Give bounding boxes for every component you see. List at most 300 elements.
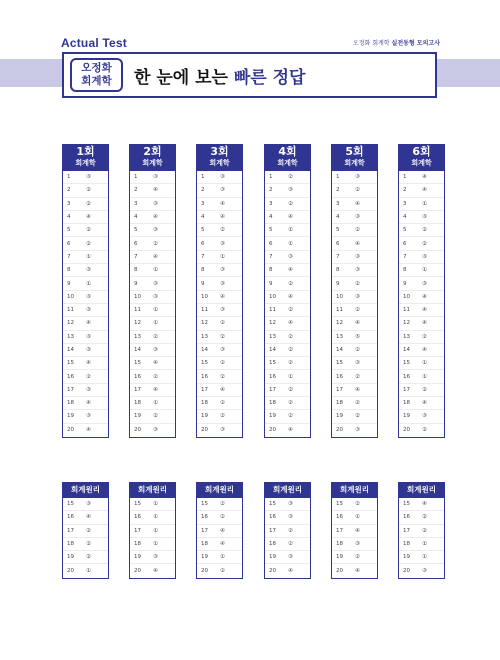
question-number: 4 — [134, 214, 138, 221]
question-number: 15 — [201, 501, 208, 508]
answer-row — [197, 538, 242, 551]
answer-mark: ③ — [153, 554, 158, 561]
question-number: 15 — [67, 501, 74, 508]
question-number: 8 — [134, 267, 138, 274]
answer-row — [265, 291, 310, 304]
answer-row — [197, 277, 242, 290]
answer-row — [130, 291, 175, 304]
column-header — [398, 144, 445, 171]
answer-row — [399, 171, 444, 184]
question-number: 1 — [134, 174, 138, 181]
answer-mark: ① — [86, 253, 91, 260]
answer-mark: ④ — [355, 386, 360, 393]
question-number: 10 — [201, 293, 208, 300]
question-number: 2 — [269, 187, 273, 194]
answer-row — [130, 551, 175, 564]
round-label: 1회 — [76, 145, 95, 158]
answer-row — [399, 424, 444, 437]
question-number: 7 — [269, 253, 273, 260]
question-number: 16 — [201, 514, 208, 521]
answer-row — [265, 264, 310, 277]
question-number: 18 — [134, 541, 141, 548]
question-number: 15 — [67, 360, 74, 367]
question-number: 17 — [201, 527, 208, 534]
answer-mark: ③ — [220, 267, 225, 274]
answer-mark: ④ — [422, 187, 427, 194]
answer-mark: ② — [355, 400, 360, 407]
question-number: 8 — [403, 267, 407, 274]
answer-mark: ③ — [220, 187, 225, 194]
subject-label: 회계원리 — [138, 485, 167, 494]
answer-mark: ① — [220, 554, 225, 561]
answer-row — [197, 251, 242, 264]
question-number: 13 — [403, 333, 410, 340]
answer-mark: ③ — [86, 307, 91, 314]
answer-mark: ② — [288, 360, 293, 367]
question-number: 15 — [336, 501, 343, 508]
answer-row — [63, 344, 108, 357]
question-number: 2 — [336, 187, 340, 194]
question-number: 1 — [336, 174, 340, 181]
answer-mark: ① — [220, 253, 225, 260]
answer-row — [332, 551, 377, 564]
answer-mark: ③ — [153, 293, 158, 300]
answer-row — [265, 251, 310, 264]
answer-mark: ② — [86, 373, 91, 380]
question-number: 17 — [336, 386, 343, 393]
question-number: 5 — [134, 227, 138, 234]
answer-row — [332, 184, 377, 197]
question-number: 6 — [336, 240, 340, 247]
question-number: 12 — [201, 320, 208, 327]
answer-mark: ② — [355, 554, 360, 561]
answer-row — [130, 511, 175, 524]
question-number: 20 — [67, 427, 74, 434]
answer-sheet — [62, 171, 109, 438]
question-number: 3 — [201, 200, 205, 207]
question-number: 20 — [269, 427, 276, 434]
answer-mark: ② — [355, 501, 360, 508]
question-number: 19 — [201, 554, 208, 561]
question-number: 13 — [336, 333, 343, 340]
answer-mark: ③ — [86, 333, 91, 340]
answer-row — [197, 331, 242, 344]
answer-row — [399, 498, 444, 511]
answer-row — [265, 211, 310, 224]
question-number: 16 — [67, 514, 74, 521]
question-number: 1 — [201, 174, 205, 181]
answer-mark: ② — [220, 413, 225, 420]
question-number: 18 — [201, 400, 208, 407]
answer-mark: ① — [153, 267, 158, 274]
question-number: 8 — [336, 267, 340, 274]
answer-mark: ② — [288, 527, 293, 534]
principles-column-1 — [62, 482, 109, 579]
answer-row — [265, 525, 310, 538]
answer-row — [399, 317, 444, 330]
question-number: 6 — [67, 240, 71, 247]
answer-mark: ④ — [422, 320, 427, 327]
question-number: 19 — [201, 413, 208, 420]
question-number: 3 — [134, 200, 138, 207]
answer-row — [265, 498, 310, 511]
answer-mark: ② — [288, 400, 293, 407]
answer-mark: ② — [220, 514, 225, 521]
answer-column-round-1 — [62, 144, 109, 438]
answer-row — [265, 551, 310, 564]
answer-mark: ② — [422, 240, 427, 247]
answer-row — [265, 370, 310, 383]
answer-mark: ③ — [422, 413, 427, 420]
question-number: 3 — [336, 200, 340, 207]
answer-mark: ③ — [422, 568, 427, 575]
column-header — [62, 482, 109, 498]
answer-row — [265, 397, 310, 410]
answer-mark: ① — [153, 320, 158, 327]
answer-mark: ④ — [153, 253, 158, 260]
answer-mark: ④ — [422, 174, 427, 181]
answer-row — [265, 184, 310, 197]
answer-row — [63, 357, 108, 370]
answer-mark: ① — [153, 307, 158, 314]
answer-mark: ④ — [86, 400, 91, 407]
subject-label: 회계학 — [142, 159, 163, 167]
answer-row — [265, 224, 310, 237]
column-header — [196, 144, 243, 171]
question-number: 20 — [201, 568, 208, 575]
answer-sheet — [398, 498, 445, 579]
answer-mark: ③ — [220, 427, 225, 434]
subject-label: 회계원리 — [71, 485, 100, 494]
answer-row — [63, 304, 108, 317]
answer-row — [332, 564, 377, 577]
answer-mark: ③ — [422, 214, 427, 221]
answer-row — [197, 384, 242, 397]
answer-mark: ④ — [355, 320, 360, 327]
question-number: 5 — [403, 227, 407, 234]
answer-row — [399, 357, 444, 370]
answer-mark: ② — [288, 200, 293, 207]
round-label: 2회 — [143, 145, 162, 158]
question-number: 15 — [403, 360, 410, 367]
answer-mark: ② — [288, 386, 293, 393]
subject-label: 회계원리 — [407, 485, 436, 494]
answer-mark: ④ — [422, 293, 427, 300]
answer-mark: ① — [153, 400, 158, 407]
question-number: 19 — [403, 554, 410, 561]
answer-mark: ① — [288, 227, 293, 234]
answer-row — [332, 344, 377, 357]
answer-mark: ③ — [355, 427, 360, 434]
answer-mark: ④ — [288, 568, 293, 575]
answer-row — [197, 344, 242, 357]
question-number: 4 — [403, 214, 407, 221]
question-number: 16 — [269, 373, 276, 380]
round-label: 6회 — [412, 145, 431, 158]
question-number: 7 — [403, 253, 407, 260]
answer-mark: ③ — [288, 501, 293, 508]
question-number: 20 — [134, 568, 141, 575]
answer-row — [332, 525, 377, 538]
answer-mark: ③ — [355, 253, 360, 260]
answer-mark: ② — [288, 174, 293, 181]
question-number: 10 — [269, 293, 276, 300]
answer-mark: ② — [153, 240, 158, 247]
question-number: 19 — [134, 554, 141, 561]
answer-mark: ④ — [86, 514, 91, 521]
question-number: 17 — [134, 527, 141, 534]
answer-row — [197, 171, 242, 184]
answer-mark: ③ — [153, 227, 158, 234]
question-number: 6 — [403, 240, 407, 247]
question-number: 18 — [403, 400, 410, 407]
book-title-prefix: 오정화 회계학 — [352, 40, 390, 47]
answer-row — [130, 171, 175, 184]
question-number: 18 — [336, 541, 343, 548]
answer-mark: ③ — [355, 360, 360, 367]
answer-mark: ① — [422, 541, 427, 548]
answer-mark: ② — [355, 347, 360, 353]
question-number: 19 — [336, 554, 343, 561]
answer-mark: ① — [422, 360, 427, 367]
question-number: 15 — [269, 501, 276, 508]
answer-row — [130, 251, 175, 264]
question-number: 4 — [67, 214, 71, 221]
answer-row — [197, 511, 242, 524]
answer-row — [197, 357, 242, 370]
question-number: 6 — [201, 240, 205, 247]
question-number: 8 — [201, 267, 205, 274]
answer-row — [63, 424, 108, 437]
section-label: Actual Test — [61, 36, 127, 50]
answer-mark: ③ — [153, 280, 158, 287]
question-number: 17 — [201, 386, 208, 393]
answer-mark: ① — [422, 373, 427, 380]
answer-row — [399, 397, 444, 410]
answer-row — [332, 331, 377, 344]
column-header — [264, 144, 311, 171]
question-number: 10 — [67, 293, 74, 300]
question-number: 6 — [134, 240, 138, 247]
answer-mark: ④ — [288, 293, 293, 300]
question-number: 16 — [134, 373, 141, 380]
question-number: 18 — [134, 400, 141, 407]
answer-mark: ② — [422, 227, 427, 234]
question-number: 20 — [403, 568, 410, 575]
answer-row — [197, 397, 242, 410]
answer-mark: ③ — [153, 347, 158, 353]
badge-line-1: 오정화 — [81, 62, 112, 74]
answer-mark: ⑤ — [355, 333, 360, 340]
answer-mark: ③ — [86, 174, 91, 181]
answer-mark: ③ — [355, 267, 360, 274]
answer-row — [63, 551, 108, 564]
answer-row — [63, 251, 108, 264]
principles-column-4 — [264, 482, 311, 579]
answer-mark: ④ — [220, 386, 225, 393]
answer-mark: ④ — [288, 214, 293, 221]
answer-mark: ③ — [355, 541, 360, 548]
answer-row — [197, 237, 242, 250]
answer-row — [130, 237, 175, 250]
question-number: 16 — [403, 373, 410, 380]
question-number: 1 — [269, 174, 273, 181]
question-number: 5 — [269, 227, 273, 234]
answer-row — [265, 317, 310, 330]
answer-row — [332, 370, 377, 383]
answer-mark: ① — [288, 373, 293, 380]
answer-mark: ② — [153, 413, 158, 420]
answer-mark: ③ — [220, 347, 225, 353]
question-number: 7 — [201, 253, 205, 260]
answer-mark: ③ — [86, 347, 91, 353]
answer-row — [197, 198, 242, 211]
question-number: 16 — [67, 373, 74, 380]
answer-row — [130, 498, 175, 511]
answer-row — [399, 410, 444, 423]
question-number: 11 — [67, 307, 74, 314]
answer-row — [332, 277, 377, 290]
answer-row — [130, 317, 175, 330]
answer-sheet — [331, 498, 378, 579]
question-number: 13 — [134, 333, 141, 340]
answer-row — [63, 331, 108, 344]
answer-mark: ④ — [220, 527, 225, 534]
answer-mark: ③ — [288, 253, 293, 260]
question-number: 12 — [403, 320, 410, 327]
answer-mark: ② — [288, 280, 293, 287]
answer-row — [197, 184, 242, 197]
answer-mark: ④ — [220, 200, 225, 207]
question-number: 12 — [269, 320, 276, 327]
column-header — [331, 144, 378, 171]
answer-row — [130, 564, 175, 577]
question-number: 9 — [403, 280, 407, 287]
answer-row — [63, 317, 108, 330]
answer-mark: ① — [355, 514, 360, 521]
answer-mark: ② — [288, 413, 293, 420]
answer-row — [399, 277, 444, 290]
answer-mark: ③ — [86, 267, 91, 274]
subject-label: 회계학 — [411, 159, 432, 167]
answer-mark: ④ — [422, 501, 427, 508]
question-number: 14 — [134, 347, 141, 353]
answer-row — [63, 184, 108, 197]
answer-row — [265, 277, 310, 290]
answer-mark: ④ — [153, 568, 158, 575]
answer-mark: ② — [288, 541, 293, 548]
answer-mark: ② — [220, 400, 225, 407]
answer-column-round-4 — [264, 144, 311, 438]
question-number: 5 — [336, 227, 340, 234]
question-number: 16 — [134, 514, 141, 521]
question-number: 2 — [134, 187, 138, 194]
answer-mark: ④ — [220, 214, 225, 221]
answer-mark: ② — [220, 568, 225, 575]
question-number: 15 — [134, 501, 141, 508]
answer-mark: ④ — [355, 568, 360, 575]
question-number: 11 — [269, 307, 276, 314]
question-number: 16 — [336, 514, 343, 521]
question-number: 13 — [269, 333, 276, 340]
question-number: 11 — [403, 307, 410, 314]
answer-sheet — [331, 171, 378, 438]
book-title-strong: 실전동형 모의고사 — [391, 40, 440, 47]
answer-row — [130, 538, 175, 551]
column-header — [62, 144, 109, 171]
column-header — [264, 482, 311, 498]
question-number: 14 — [67, 347, 74, 353]
answer-row — [265, 564, 310, 577]
answer-row — [265, 410, 310, 423]
question-number: 11 — [134, 307, 141, 314]
question-number: 15 — [269, 360, 276, 367]
answer-mark: ① — [153, 501, 158, 508]
answer-row — [265, 357, 310, 370]
answer-mark: ② — [288, 333, 293, 340]
question-number: 10 — [336, 293, 343, 300]
principles-column-2 — [129, 482, 176, 579]
answer-row — [332, 291, 377, 304]
answer-mark: ② — [86, 187, 91, 194]
question-number: 18 — [269, 541, 276, 548]
answer-row — [332, 538, 377, 551]
question-number: 16 — [336, 373, 343, 380]
answer-mark: ③ — [86, 413, 91, 420]
question-number: 12 — [134, 320, 141, 327]
question-number: 7 — [67, 253, 71, 260]
question-number: 6 — [269, 240, 273, 247]
answer-row — [130, 211, 175, 224]
answer-mark: ② — [355, 227, 360, 234]
answer-row — [63, 498, 108, 511]
question-number: 19 — [67, 554, 74, 561]
subject-label: 회계학 — [75, 159, 96, 167]
title-highlight: 빠른 정답 — [233, 68, 306, 88]
question-number: 17 — [403, 386, 410, 393]
answer-mark: ③ — [288, 187, 293, 194]
question-number: 17 — [67, 386, 74, 393]
answer-mark: ② — [355, 373, 360, 380]
answer-row — [265, 237, 310, 250]
answer-sheet — [264, 171, 311, 438]
answer-mark: ① — [86, 280, 91, 287]
title-plain: 한 눈에 보는 — [134, 68, 228, 88]
answer-row — [399, 344, 444, 357]
answer-mark: ② — [220, 333, 225, 340]
question-number: 19 — [336, 413, 343, 420]
book-title — [353, 38, 440, 47]
question-number: 20 — [336, 427, 343, 434]
answer-mark: ③ — [220, 240, 225, 247]
answer-row — [332, 264, 377, 277]
question-number: 14 — [269, 347, 276, 353]
answer-row — [265, 198, 310, 211]
answer-mark: ④ — [288, 427, 293, 434]
answer-mark: ② — [220, 227, 225, 234]
question-number: 17 — [67, 527, 74, 534]
question-number: 8 — [67, 267, 71, 274]
question-number: 14 — [336, 347, 343, 353]
principles-column-3 — [196, 482, 243, 579]
answer-row — [265, 538, 310, 551]
question-number: 17 — [269, 386, 276, 393]
round-label: 3회 — [210, 145, 229, 158]
answer-row — [399, 251, 444, 264]
question-number: 16 — [403, 514, 410, 521]
question-number: 18 — [269, 400, 276, 407]
answer-sheet — [62, 498, 109, 579]
